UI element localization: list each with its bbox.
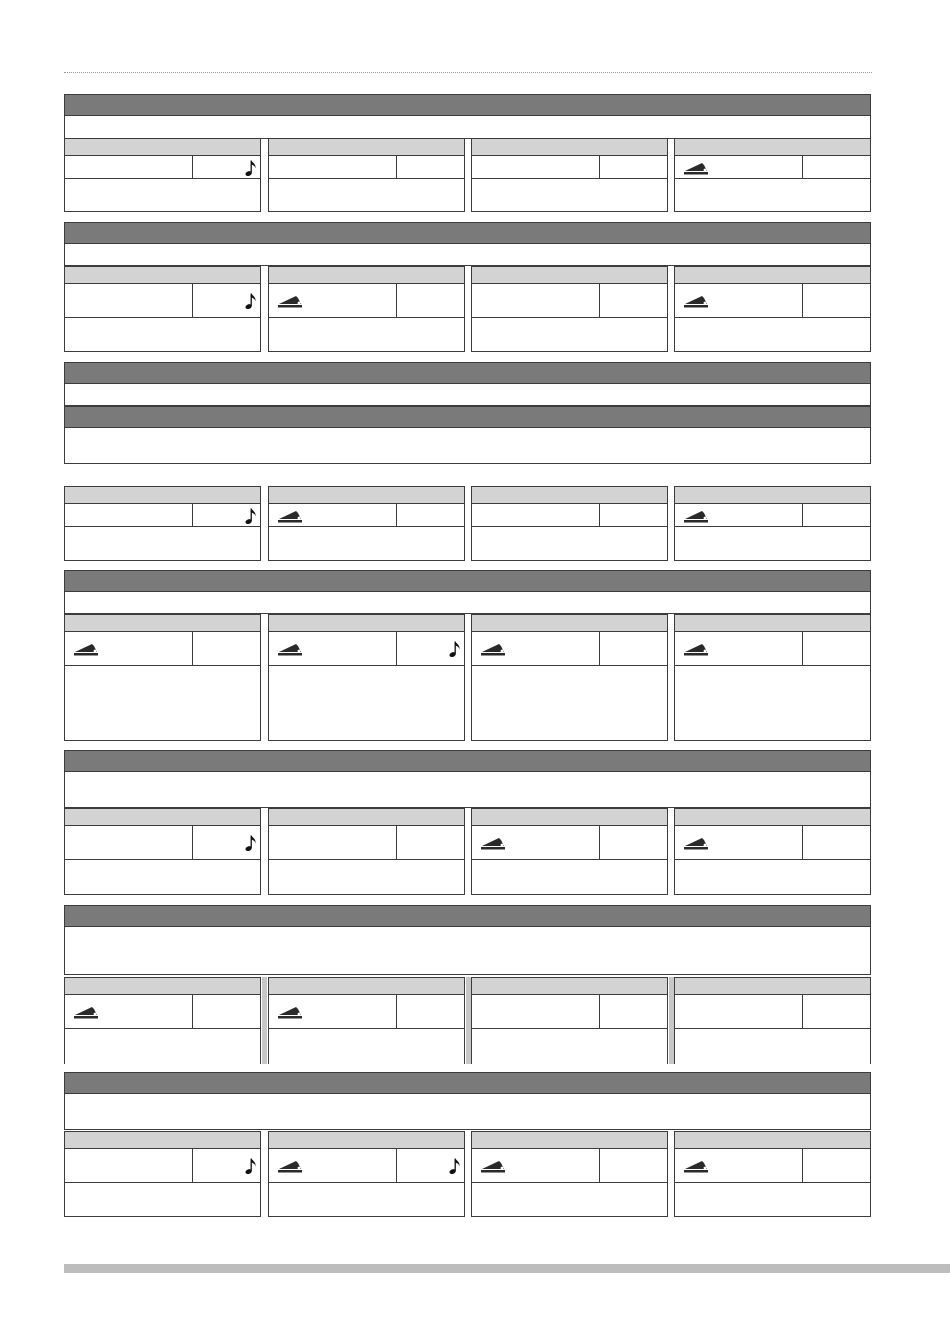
cell-divider <box>802 826 803 859</box>
expression-pedal-icon <box>277 294 303 308</box>
section-description <box>64 384 871 406</box>
parameter-name-cell <box>64 1131 261 1149</box>
cell-divider <box>192 826 193 859</box>
parameter-range-cell <box>471 504 668 527</box>
expression-pedal-icon <box>277 1005 303 1019</box>
parameter-description-cell <box>674 1029 871 1064</box>
column-gutter <box>262 977 267 1064</box>
cell-divider <box>599 284 600 317</box>
parameter-description-cell <box>268 527 465 561</box>
section-s4 <box>64 406 871 464</box>
cell-divider <box>192 156 193 178</box>
expression-pedal-icon <box>480 1159 506 1173</box>
parameter-range-cell <box>268 504 465 527</box>
cell-divider <box>599 826 600 859</box>
cell-divider <box>599 1149 600 1182</box>
expression-pedal-icon <box>277 642 303 656</box>
section-description <box>64 927 871 975</box>
cell-divider <box>802 1149 803 1182</box>
parameter-column <box>471 614 668 741</box>
parameter-range-cell <box>674 826 871 860</box>
cell-divider <box>396 826 397 859</box>
parameter-description-cell <box>674 1183 871 1217</box>
cell-divider <box>192 1149 193 1182</box>
parameter-description-cell <box>471 318 668 352</box>
parameter-range-cell <box>268 632 465 666</box>
cell-divider <box>192 504 193 526</box>
parameter-range-cell <box>674 284 871 318</box>
section-s7 <box>64 905 871 975</box>
parameter-name-cell <box>471 808 668 826</box>
parameter-description-cell <box>64 527 261 561</box>
parameter-name-cell <box>268 1131 465 1149</box>
parameter-column <box>674 1131 871 1217</box>
cell-divider <box>192 284 193 317</box>
parameter-column <box>471 486 668 561</box>
parameter-description-cell <box>64 1029 261 1064</box>
parameter-name-cell <box>674 614 871 632</box>
expression-pedal-icon <box>73 642 99 656</box>
cell-divider <box>396 1149 397 1182</box>
expression-pedal-icon <box>683 294 709 308</box>
parameter-range-cell <box>64 826 261 860</box>
parameter-description-cell <box>64 1183 261 1217</box>
parameter-description-cell <box>64 860 261 895</box>
parameter-name-cell <box>268 266 465 284</box>
parameter-column <box>64 808 261 895</box>
parameter-range-cell <box>64 632 261 666</box>
parameter-description-cell <box>471 1029 668 1064</box>
section-s3 <box>64 362 871 406</box>
section-header <box>64 750 871 772</box>
cell-divider <box>599 504 600 526</box>
parameter-column <box>268 808 465 895</box>
cell-divider <box>192 995 193 1028</box>
parameter-column <box>471 808 668 895</box>
parameter-description-cell <box>471 860 668 895</box>
cell-divider <box>599 632 600 665</box>
parameter-name-cell <box>64 486 261 504</box>
parameter-name-cell <box>674 977 871 995</box>
cell-divider <box>396 156 397 178</box>
expression-pedal-icon <box>480 642 506 656</box>
parameter-name-cell <box>674 1131 871 1149</box>
eighth-note-icon <box>449 1157 461 1175</box>
parameter-column <box>471 977 668 1064</box>
parameter-name-cell <box>471 977 668 995</box>
eighth-note-icon <box>449 640 461 658</box>
parameter-description-cell <box>471 1183 668 1217</box>
parameter-column <box>64 486 261 561</box>
section-description <box>64 244 871 266</box>
eighth-note-icon <box>245 507 257 525</box>
expression-pedal-icon <box>73 1005 99 1019</box>
parameter-description-cell <box>268 318 465 352</box>
parameter-range-cell <box>268 156 465 179</box>
parameter-description-cell <box>674 179 871 212</box>
top-dotted-rule <box>64 72 872 73</box>
parameter-range-cell <box>64 504 261 527</box>
expression-pedal-icon <box>277 509 303 523</box>
section-s8 <box>64 1072 871 1130</box>
parameter-column <box>674 614 871 741</box>
parameter-description-cell <box>268 860 465 895</box>
parameter-name-cell <box>268 808 465 826</box>
section-description <box>64 592 871 614</box>
expression-pedal-icon <box>480 836 506 850</box>
parameter-range-cell <box>674 1149 871 1183</box>
cell-divider <box>802 284 803 317</box>
parameter-range-cell <box>471 826 668 860</box>
section-header <box>64 905 871 927</box>
cell-divider <box>802 156 803 178</box>
cell-divider <box>396 504 397 526</box>
parameter-name-cell <box>674 266 871 284</box>
section-description <box>64 116 871 139</box>
parameter-name-cell <box>64 808 261 826</box>
parameter-column <box>268 614 465 741</box>
parameter-description-cell <box>64 318 261 352</box>
parameter-column <box>64 1131 261 1217</box>
parameter-column <box>471 138 668 212</box>
parameter-column <box>268 266 465 352</box>
expression-pedal-icon <box>683 836 709 850</box>
cell-divider <box>192 632 193 665</box>
parameter-range-cell <box>471 156 668 179</box>
section-header <box>64 570 871 592</box>
parameter-description-cell <box>471 666 668 741</box>
cell-divider <box>802 504 803 526</box>
parameter-column <box>471 266 668 352</box>
parameter-column <box>268 977 465 1064</box>
parameter-name-cell <box>268 614 465 632</box>
section-header <box>64 1072 871 1094</box>
parameter-description-cell <box>268 1029 465 1064</box>
section-s6 <box>64 750 871 808</box>
parameter-range-cell <box>471 632 668 666</box>
parameter-description-cell <box>268 666 465 741</box>
section-header <box>64 362 871 384</box>
cell-divider <box>396 632 397 665</box>
parameter-description-cell <box>471 179 668 212</box>
footer-bar <box>64 1264 950 1273</box>
section-header <box>64 94 871 116</box>
section-header <box>64 222 871 244</box>
parameter-name-cell <box>471 486 668 504</box>
expression-pedal-icon <box>277 1159 303 1173</box>
parameter-range-cell <box>674 995 871 1029</box>
parameter-column <box>674 808 871 895</box>
parameter-name-cell <box>268 138 465 156</box>
section-s5 <box>64 570 871 614</box>
parameter-range-cell <box>64 1149 261 1183</box>
section-s2 <box>64 222 871 266</box>
parameter-range-cell <box>64 156 261 179</box>
parameter-column <box>64 266 261 352</box>
parameter-column <box>674 486 871 561</box>
parameter-range-cell <box>471 284 668 318</box>
parameter-column <box>268 486 465 561</box>
parameter-name-cell <box>471 266 668 284</box>
parameter-range-cell <box>268 995 465 1029</box>
parameter-name-cell <box>64 614 261 632</box>
parameter-range-cell <box>674 632 871 666</box>
parameter-column <box>64 977 261 1064</box>
parameter-column <box>64 138 261 212</box>
parameter-description-cell <box>674 860 871 895</box>
expression-pedal-icon <box>683 509 709 523</box>
eighth-note-icon <box>245 1157 257 1175</box>
parameter-column <box>674 138 871 212</box>
section-description <box>64 772 871 808</box>
cell-divider <box>599 995 600 1028</box>
parameter-description-cell <box>268 179 465 212</box>
parameter-range-cell <box>64 995 261 1029</box>
expression-pedal-icon <box>683 161 709 175</box>
parameter-range-cell <box>674 156 871 179</box>
section-s1 <box>64 94 871 139</box>
cell-divider <box>802 995 803 1028</box>
parameter-column <box>674 977 871 1064</box>
parameter-column <box>471 1131 668 1217</box>
parameter-description-cell <box>674 318 871 352</box>
parameter-name-cell <box>674 808 871 826</box>
parameter-range-cell <box>471 995 668 1029</box>
eighth-note-icon <box>245 834 257 852</box>
parameter-range-cell <box>674 504 871 527</box>
cell-divider <box>599 156 600 178</box>
parameter-column <box>674 266 871 352</box>
parameter-name-cell <box>268 977 465 995</box>
parameter-range-cell <box>64 284 261 318</box>
eighth-note-icon <box>245 292 257 310</box>
eighth-note-icon <box>245 159 257 177</box>
cell-divider <box>396 284 397 317</box>
cell-divider <box>396 995 397 1028</box>
parameter-name-cell <box>64 266 261 284</box>
parameter-description-cell <box>674 666 871 741</box>
section-description <box>64 428 871 464</box>
parameter-name-cell <box>674 486 871 504</box>
parameter-description-cell <box>64 666 261 741</box>
parameter-range-cell <box>268 284 465 318</box>
parameter-name-cell <box>471 614 668 632</box>
parameter-name-cell <box>64 977 261 995</box>
parameter-range-cell <box>268 826 465 860</box>
parameter-column <box>64 614 261 741</box>
parameter-description-cell <box>268 1183 465 1217</box>
parameter-range-cell <box>471 1149 668 1183</box>
expression-pedal-icon <box>683 1159 709 1173</box>
parameter-name-cell <box>471 1131 668 1149</box>
section-header <box>64 406 871 428</box>
parameter-name-cell <box>268 486 465 504</box>
parameter-column <box>268 138 465 212</box>
parameter-range-cell <box>268 1149 465 1183</box>
parameter-description-cell <box>64 179 261 212</box>
parameter-column <box>268 1131 465 1217</box>
cell-divider <box>802 632 803 665</box>
parameter-name-cell <box>64 138 261 156</box>
expression-pedal-icon <box>683 642 709 656</box>
parameter-name-cell <box>674 138 871 156</box>
parameter-description-cell <box>674 527 871 561</box>
parameter-name-cell <box>471 138 668 156</box>
parameter-description-cell <box>471 527 668 561</box>
section-description <box>64 1094 871 1130</box>
